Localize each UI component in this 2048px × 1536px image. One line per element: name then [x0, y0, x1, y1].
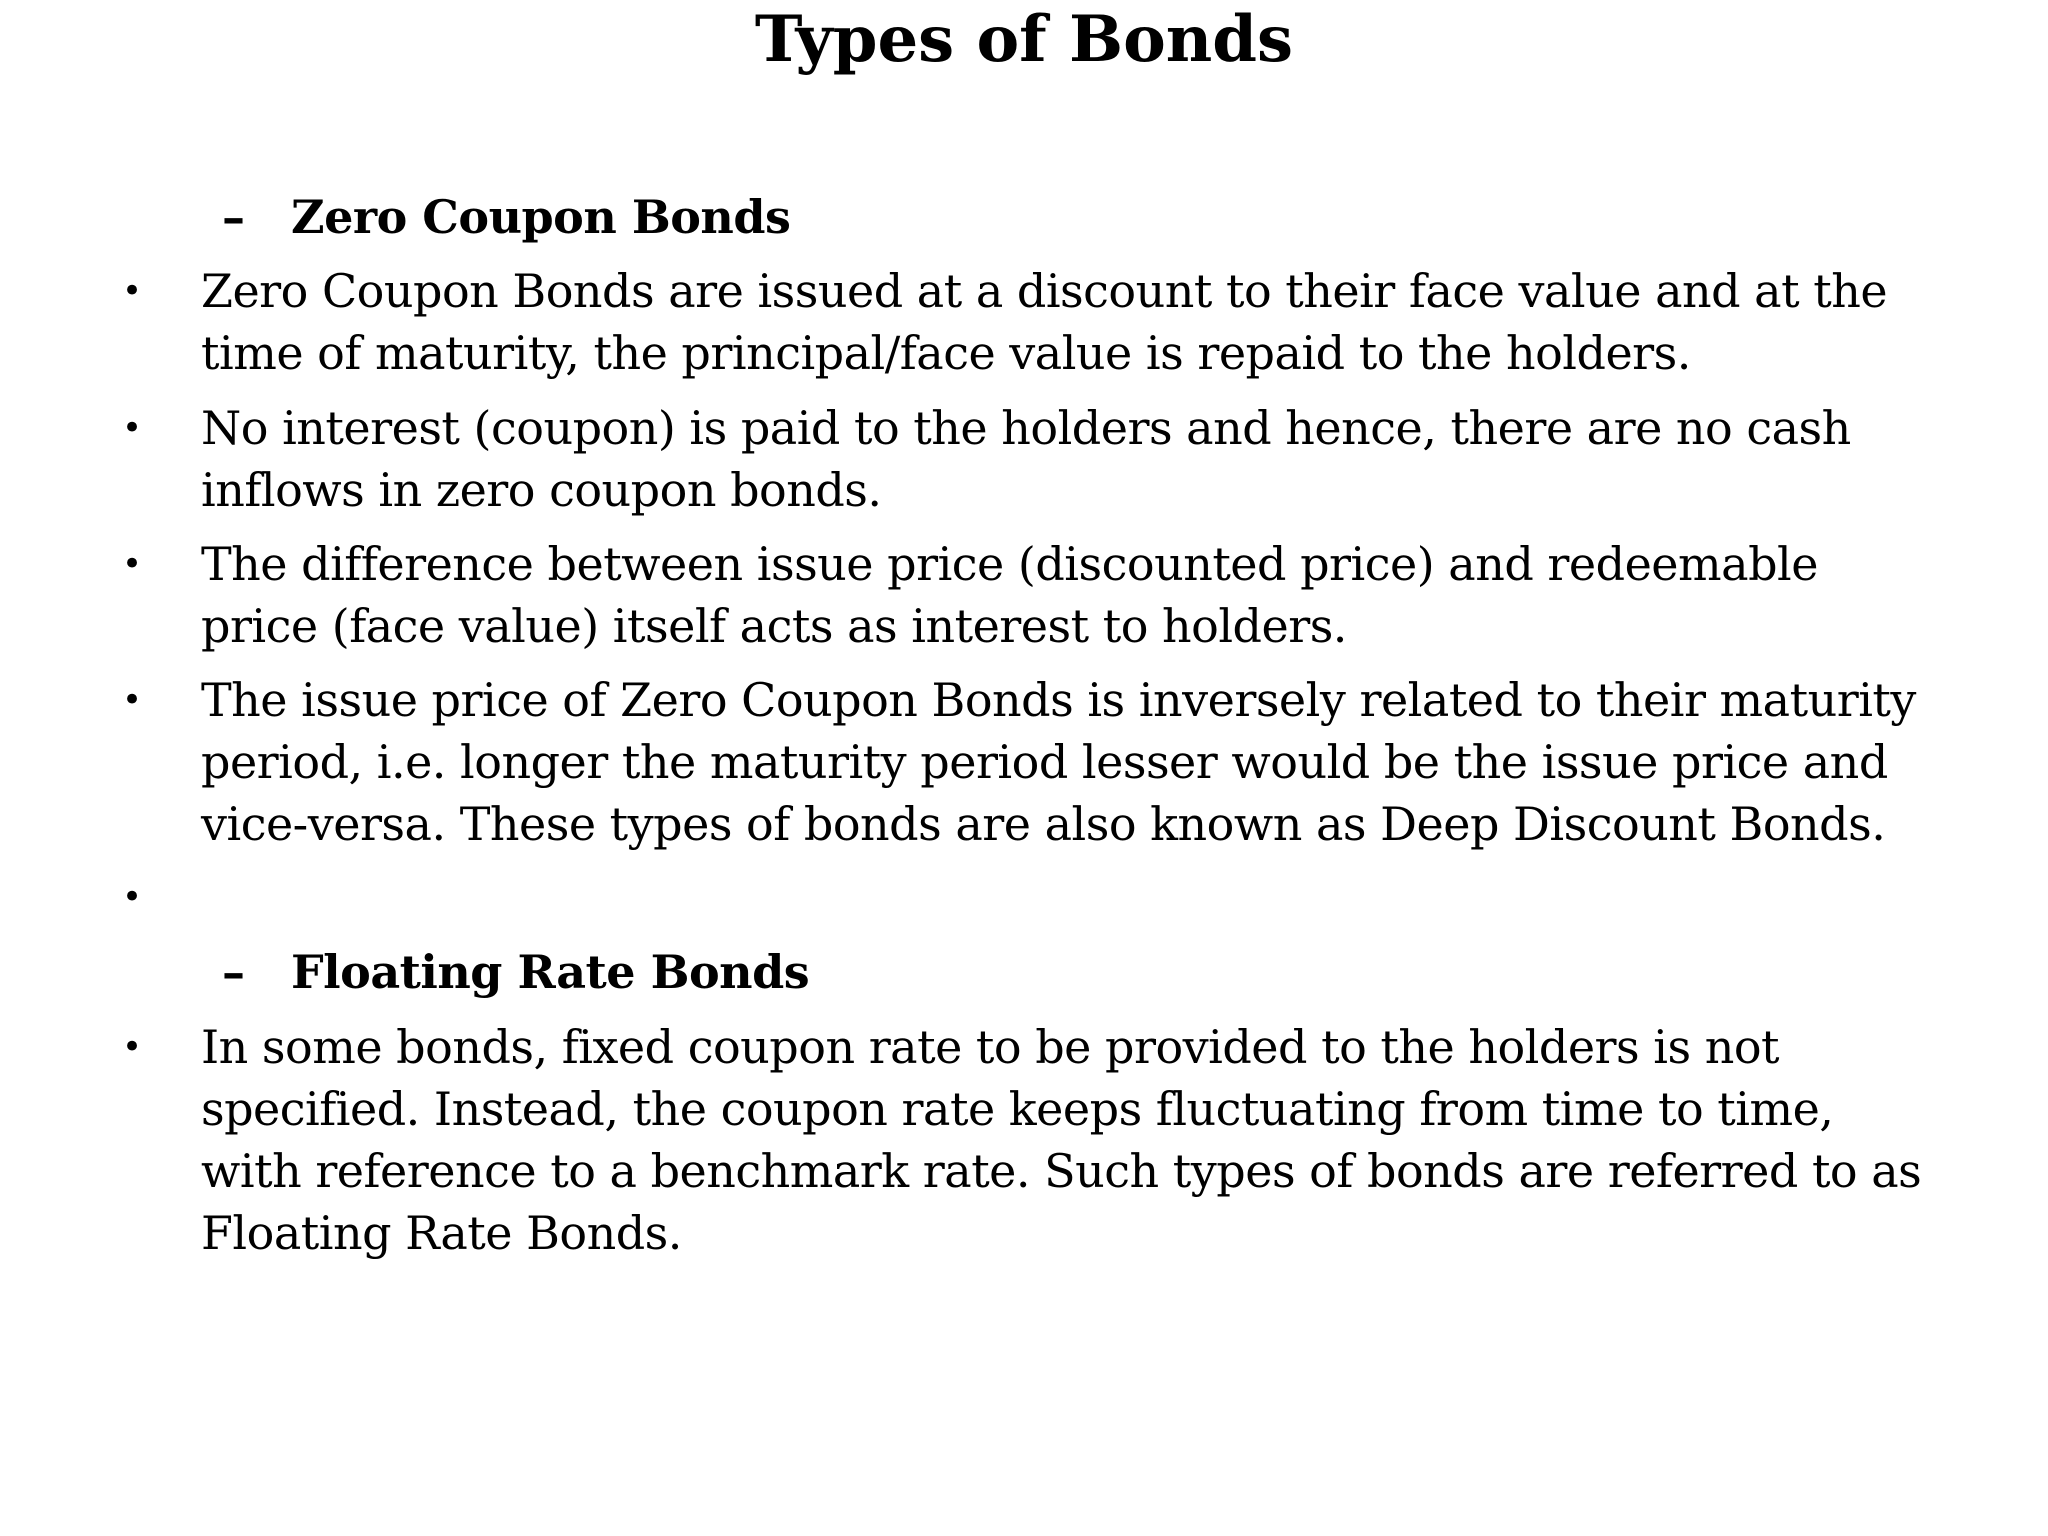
bullet-marker: •	[122, 877, 143, 917]
bullet-text: The difference between issue price (discounted price) and redeemable price (face value) itself acts as interest to holders.	[201, 537, 1818, 653]
bullet-text: Zero Coupon Bonds are issued at a discount to their face value and at the time of maturity, the principal/face value is repaid to the holders.	[201, 264, 1888, 380]
bullet-text: In some bonds, fixed coupon rate to be provided to the holders is not specified. Instead, the coupon rate keeps fluctuating from time to time, with reference to a benchmark rate. Such types of bonds are referred to as Floating Rate Bonds.	[201, 1020, 1922, 1260]
bullet-marker: •	[122, 271, 143, 311]
dash-marker: –	[222, 945, 245, 999]
subheading-text: Zero Coupon Bonds	[291, 190, 791, 244]
bullet-marker: •	[122, 1027, 143, 1067]
bullet-text: No interest (coupon) is paid to the holders and hence, there are no cash inflows in zero coupon bonds.	[201, 401, 1851, 517]
subheading-text: Floating Rate Bonds	[291, 945, 810, 999]
bullet-marker: •	[122, 408, 143, 448]
bullet-marker: •	[122, 680, 143, 720]
bullet-text: The issue price of Zero Coupon Bonds is inversely related to their maturity period, i.e. longer the maturity period lesser would be the issue price and vice-versa. These types of bonds are also known as Deep Discount Bonds.	[201, 673, 1916, 851]
slide-title: Types of Bonds	[754, 2, 1294, 77]
bullet-marker: •	[122, 544, 143, 584]
dash-marker: –	[222, 190, 245, 244]
